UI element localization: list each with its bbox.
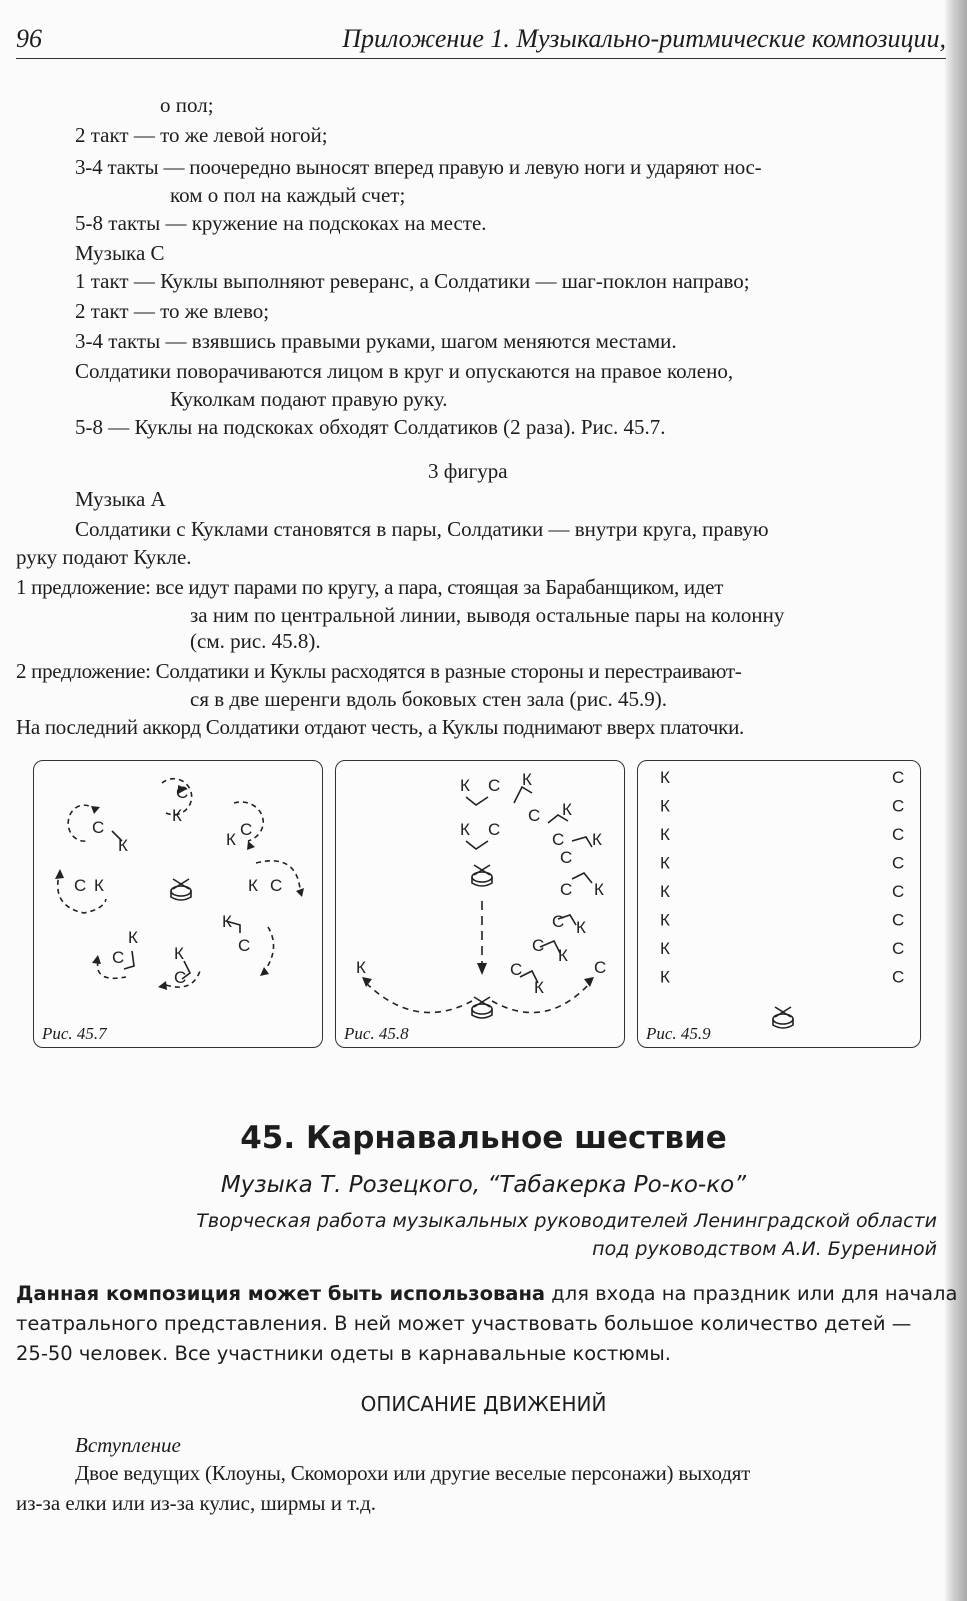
soldier-label: К — [522, 770, 532, 789]
text-line: Куколкам подают правую руку. — [170, 387, 448, 411]
text-line: 1 предложение: все идут парами по кругу, а пара, стоящая за Барабанщиком, идет — [16, 575, 724, 599]
doll-label: С — [892, 967, 905, 987]
intro-line: театрального представления. В ней может участвовать большое количество детей — — [16, 1312, 912, 1335]
text-line: за ним по центральной линии, выводя остальные пары на колонну — [190, 603, 785, 627]
text-line: Музыка А — [75, 487, 166, 511]
text-line: (см. рис. 45.8). — [190, 629, 321, 653]
drumsticks-icon — [474, 997, 490, 1007]
arrow-head — [260, 967, 269, 976]
text-line: 2 предложение: Солдатики и Куклы расходятся в разные стороны и перестраивают- — [16, 659, 742, 683]
soldier-label: К — [558, 946, 568, 965]
soldier-label: К — [660, 768, 670, 787]
doll-label: С — [510, 960, 523, 979]
page-edge-shadow — [945, 0, 967, 1601]
hand-line — [124, 951, 134, 969]
figure-45-9 — [637, 760, 921, 1048]
text-line: Двое ведущих (Клоуны, Скоморохи или другие веселые персонажи) выходят — [75, 1461, 751, 1485]
intro-bold: Данная композиция может быть использована — [16, 1282, 546, 1305]
doll-label: С — [112, 948, 125, 967]
soldier-label: К — [222, 912, 232, 931]
text-line: ком о пол на каждый счет; — [170, 183, 406, 207]
text-line: 2 такт — то же влево; — [75, 299, 270, 323]
soldier-label: К — [94, 876, 104, 895]
dashed-path — [366, 983, 472, 1013]
doll-label: С — [270, 876, 283, 895]
doll-label: С — [892, 853, 905, 873]
section-subtitle: Музыка Т. Розецкого, “Табакерка Ро-ко-ко” — [220, 1172, 747, 1198]
arrow-head — [158, 981, 167, 990]
doll-label: С — [532, 936, 545, 955]
doll-label: С — [560, 848, 573, 867]
doll-label: С — [92, 818, 105, 837]
doll-label: С — [240, 820, 253, 839]
doll-label: С — [488, 820, 501, 839]
drumsticks-icon — [173, 879, 189, 889]
hand-line — [466, 841, 488, 849]
text-line: Солдатики с Куклами становятся в пары, Солдатики — внутри круга, правую — [75, 517, 769, 541]
credit-line: Творческая работа музыкальных руководителей Ленинградской области — [196, 1210, 937, 1232]
running-title: Приложение 1. Музыкально-ритмические композиции, — [342, 24, 946, 53]
intro-rest: для входа на праздник или для начала — [545, 1282, 958, 1305]
text-line: 2 такт — то же левой ногой; — [75, 123, 328, 147]
soldier-label: К — [534, 978, 544, 997]
doll-label: С — [176, 783, 189, 802]
hand-line — [514, 787, 532, 803]
arrow-head — [247, 841, 255, 850]
figure-45-7 — [33, 760, 323, 1048]
arrow-head — [92, 955, 101, 964]
soldier-label: К — [356, 958, 366, 977]
figure-heading: 3 фигура — [428, 459, 508, 483]
doll-label: С — [560, 880, 573, 899]
doll-label: С — [594, 958, 607, 977]
arrow-head — [91, 806, 100, 814]
doll-label: С — [488, 776, 501, 795]
soldier-label: К — [660, 825, 670, 844]
soldier-label: К — [460, 776, 470, 795]
figure-45-8 — [335, 760, 625, 1048]
figure-caption: Рис. 45.9 — [646, 1024, 711, 1043]
part-heading: Вступление — [75, 1433, 181, 1457]
soldier-label: К — [576, 918, 586, 937]
intro-line: 25-50 человек. Все участники одеты в карнавальные костюмы. — [16, 1342, 672, 1365]
soldier-label: К — [660, 910, 670, 930]
text-line: 5-8 — Куклы на подскоках обходят Солдатиков (2 раза). Рис. 45.7. — [75, 415, 666, 439]
section-title: 45. Карнавальное шествие — [240, 1120, 727, 1156]
figure-caption: Рис. 45.8 — [344, 1024, 409, 1043]
soldier-label: К — [460, 820, 470, 839]
doll-label: С — [892, 939, 905, 958]
doll-label: С — [174, 968, 187, 987]
soldier-label: К — [174, 944, 184, 963]
dashed-arc — [266, 927, 274, 969]
soldier-label: К — [128, 928, 138, 947]
soldier-label: К — [660, 939, 670, 958]
drumsticks-icon — [474, 865, 490, 875]
doll-label: С — [892, 768, 905, 787]
text-line: 5-8 такты — кружение на подскоках на месте. — [75, 211, 487, 235]
text-line: 3-4 такты — взявшись правыми руками, шагом меняются местами. — [75, 329, 677, 353]
soldier-label: К — [660, 853, 670, 873]
soldier-label: К — [172, 806, 182, 825]
soldier-label: К — [248, 876, 258, 895]
soldier-label: К — [660, 796, 670, 816]
credit-line: под руководством А.И. Бурениной — [592, 1238, 937, 1260]
soldier-label: К — [592, 830, 602, 849]
text-line: Солдатики поворачиваются лицом в круг и опускаются на правое колено, — [75, 359, 734, 383]
arrow-head — [55, 869, 64, 879]
movements-heading: ОПИСАНИЕ ДВИЖЕНИЙ — [360, 1392, 607, 1416]
soldier-label: К — [562, 800, 572, 819]
doll-label: С — [892, 796, 905, 816]
doll-label: С — [74, 876, 87, 895]
arrow-head — [584, 977, 594, 987]
hand-line — [572, 873, 592, 883]
soldier-label: К — [226, 830, 236, 849]
text-line: 1 такт — Куклы выполняют реверанс, а Солдатики — шаг-поклон направо; — [75, 269, 750, 293]
soldier-label: К — [660, 967, 670, 987]
text-line: руку подают Кукле. — [16, 545, 192, 569]
soldier-label: К — [118, 836, 128, 855]
page-number: 96 — [16, 24, 42, 53]
arrow-head — [362, 977, 372, 987]
drumsticks-icon — [775, 1007, 791, 1017]
intro-line — [16, 1282, 957, 1305]
soldier-label: К — [594, 880, 604, 899]
arrow-head — [296, 888, 304, 897]
text-line: 3-4 такты — поочередно выносят вперед правую и левую ноги и ударяют нос- — [75, 155, 762, 179]
text-line: На последний аккорд Солдатики отдают честь, а Куклы поднимают вверх платочки. — [16, 715, 744, 739]
hand-line — [572, 837, 592, 847]
text-line: из-за елки или из-за кулис, ширмы и т.д. — [16, 1491, 377, 1515]
running-header — [16, 18, 946, 59]
doll-label: С — [238, 936, 251, 955]
soldier-label: К — [660, 882, 670, 901]
doll-label: С — [552, 912, 565, 931]
text-line: Музыка С — [75, 241, 165, 265]
figure-caption: Рис. 45.7 — [42, 1024, 107, 1043]
doll-label: С — [892, 882, 905, 901]
text-line: о пол; — [160, 93, 214, 117]
text-line: ся в две шеренги вдоль боковых стен зала (рис. 45.9). — [190, 687, 668, 711]
doll-label: С — [892, 825, 905, 844]
doll-label: С — [892, 910, 905, 930]
hand-line — [466, 797, 488, 805]
arrow-head — [477, 963, 487, 975]
doll-label: С — [528, 806, 541, 825]
doll-label: С — [552, 830, 565, 849]
